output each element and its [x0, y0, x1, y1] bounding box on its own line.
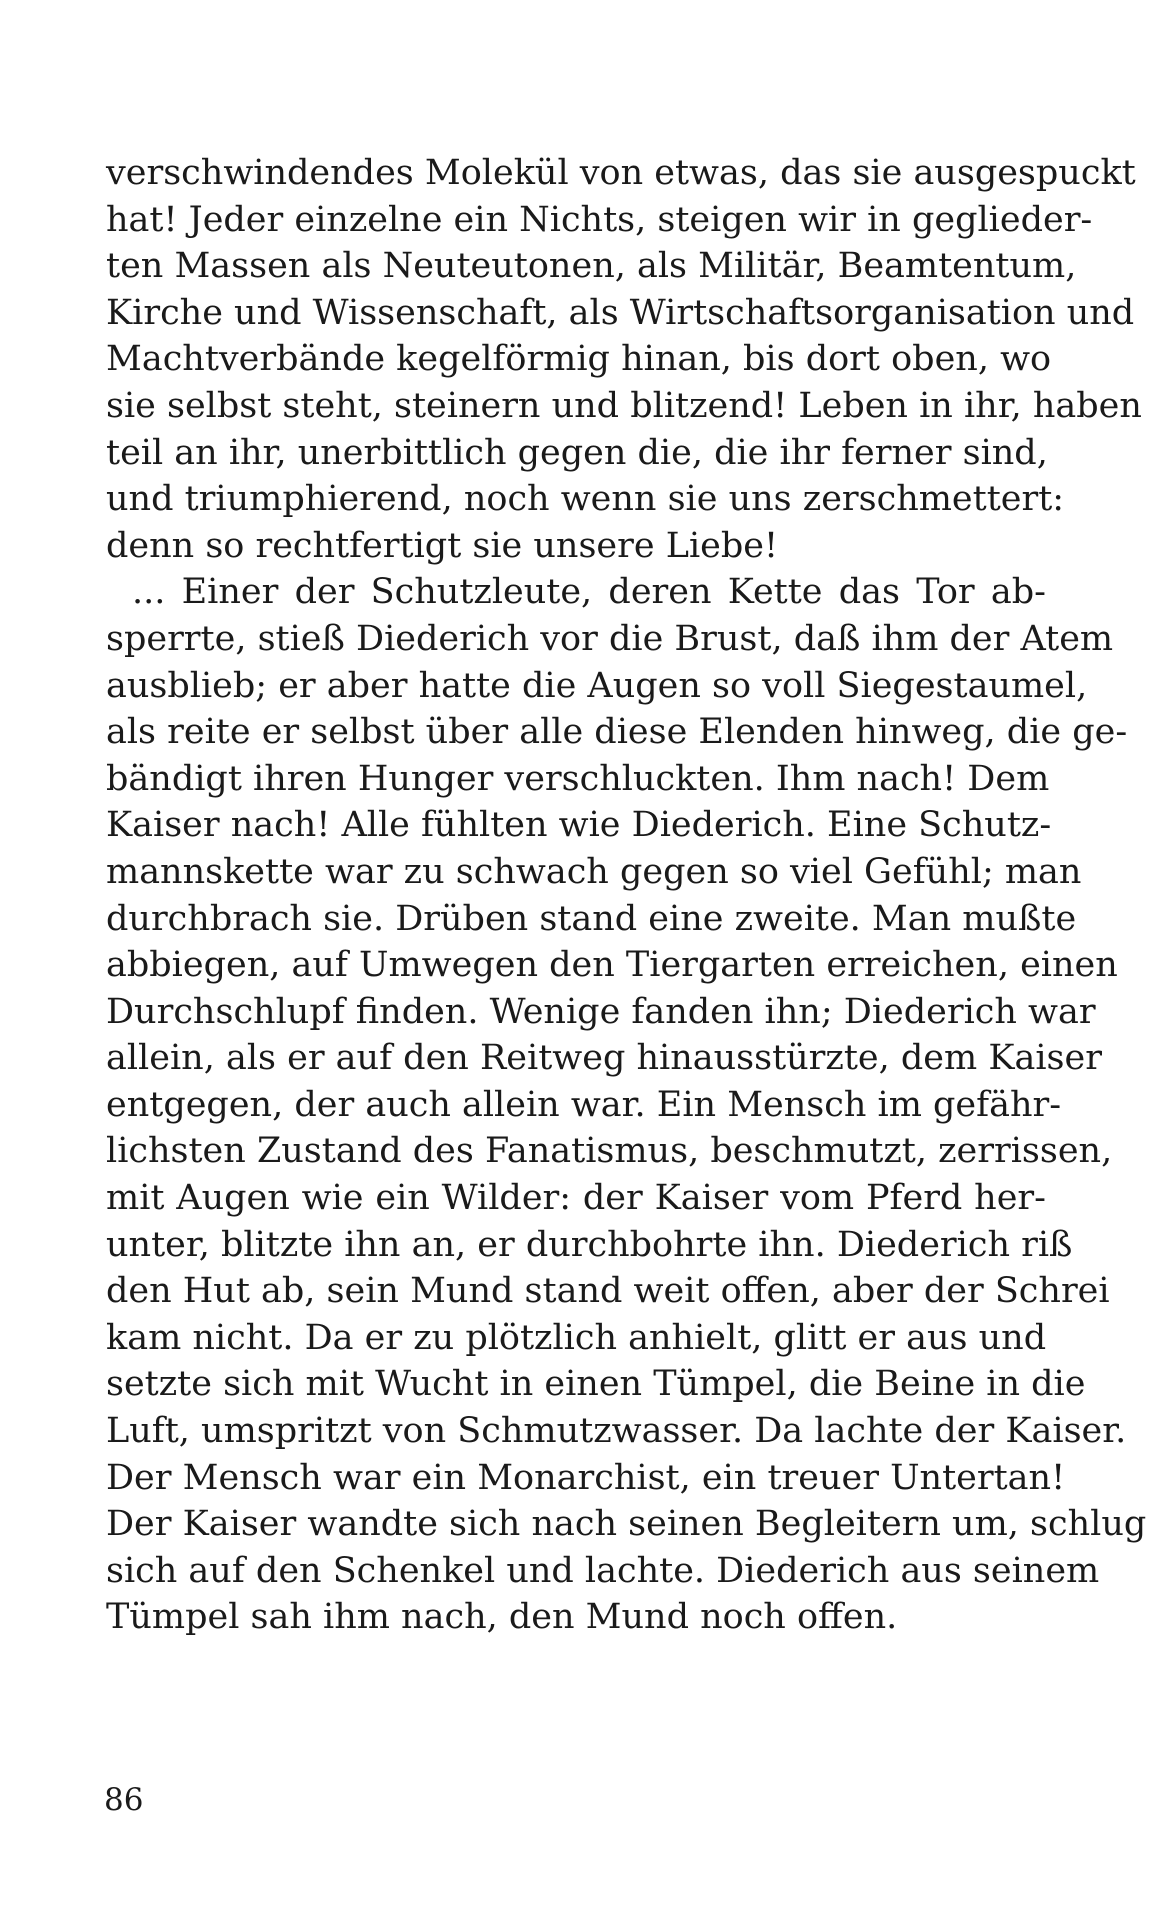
text-line: als reite er selbst über alle diese Elenden hinweg, die ge- [106, 712, 1128, 753]
text-line: sich auf den Schenkel und lachte. Diederich aus seinem [106, 1550, 1100, 1591]
text-line-paragraph-end: Tümpel sah ihm nach, den Mund noch offen. [106, 1597, 898, 1638]
text-line: teil an ihr, unerbittlich gegen die, die ihr ferner sind, [106, 432, 1048, 473]
text-line: Luft, umspritzt von Schmutzwasser. Da lachte der Kaiser. [106, 1411, 1127, 1452]
body-text [106, 150, 1147, 1641]
page-number: 86 [104, 1782, 144, 1818]
text-line: allein, als er auf den Reitweg hinausstürzte, dem Kaiser [106, 1038, 1102, 1079]
text-line: Der Kaiser wandte sich nach seinen Begleitern um, schlug [106, 1504, 1147, 1545]
text-line: Der Mensch war ein Monarchist, ein treuer Untertan! [106, 1457, 1066, 1498]
text-line-paragraph-end: denn so rechtfertigt sie unsere Liebe! [106, 525, 779, 566]
text-line: durchbrach sie. Drüben stand eine zweite. Man mußte [106, 898, 1077, 939]
text-line: hat! Jeder einzelne ein Nichts, steigen wir in geglieder- [106, 199, 1093, 240]
text-line: sperrte, stieß Diederich vor die Brust, daß ihm der Atem [106, 618, 1114, 659]
text-line: den Hut ab, sein Mund stand weit offen, aber der Schrei [106, 1271, 1110, 1312]
text-line: Machtverbände kegelförmig hinan, bis dort oben, wo [106, 339, 1052, 380]
text-line: bändigt ihren Hunger verschluckten. Ihm nach! Dem [106, 758, 1050, 799]
text-line: Kirche und Wissenschaft, als Wirtschaftsorganisation und [106, 292, 1135, 333]
text-line: lichsten Zustand des Fanatismus, beschmutzt, zerrissen, [106, 1131, 1113, 1172]
text-line: verschwindendes Molekül von etwas, das sie ausgespuckt [106, 153, 1136, 193]
text-line: kam nicht. Da er zu plötzlich anhielt, glitt er aus und [106, 1317, 1047, 1358]
text-line: Durchschlupf finden. Wenige fanden ihn; Diederich war [106, 991, 1096, 1032]
text-line: setzte sich mit Wucht in einen Tümpel, die Beine in die [106, 1364, 1086, 1405]
text-line: ten Massen als Neuteutonen, als Militär, Beamtentum, [106, 246, 1077, 287]
text-line: mit Augen wie ein Wilder: der Kaiser vom Pferd her- [106, 1178, 1046, 1219]
text-line: sie selbst steht, steinern und blitzend! Leben in ihr, haben [106, 385, 1142, 426]
text-line-paragraph-start: ... Einer der Schutzleute, deren Kette das Tor ab- [132, 572, 1046, 613]
text-line: unter, blitzte ihn an, er durchbohrte ihn. Diederich riß [106, 1224, 1073, 1265]
text-line: ausblieb; er aber hatte die Augen so voll Siegestaumel, [106, 665, 1088, 706]
text-line: abbiegen, auf Umwegen den Tiergarten erreichen, einen [106, 945, 1118, 986]
text-line: und triumphierend, noch wenn sie uns zerschmettert: [106, 479, 1065, 520]
text-line: entgegen, der auch allein war. Ein Mensch im gefähr- [106, 1084, 1062, 1125]
text-line: Kaiser nach! Alle fühlten wie Diederich. Eine Schutz- [106, 805, 1052, 846]
text-line: mannskette war zu schwach gegen so viel Gefühl; man [106, 851, 1082, 892]
